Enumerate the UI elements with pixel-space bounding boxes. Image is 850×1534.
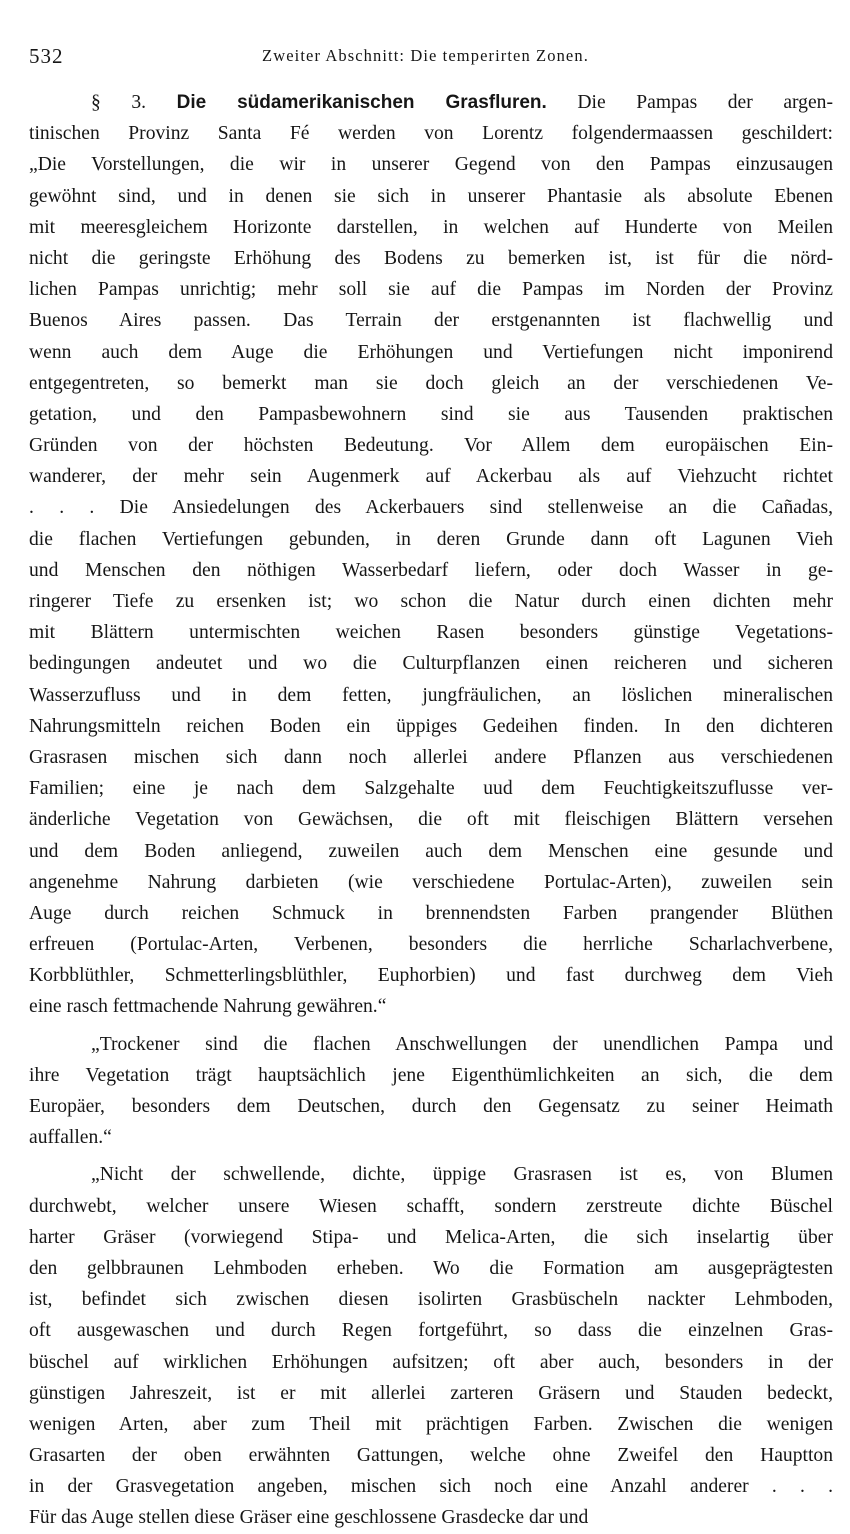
text-line: wenn auch dem Auge die Erhöhungen und Vertiefungen nicht imponirend bbox=[29, 341, 833, 363]
text-line: ist, befindet sich zwischen diesen isolirten Grasbüscheln nackter Lehmboden, bbox=[29, 1289, 833, 1311]
text-line: Buenos Aires passen. Das Terrain der erstgenannten ist flachwellig und bbox=[29, 310, 833, 332]
text-line: den gelbbraunen Lehmboden erheben. Wo die Formation am ausgeprägtesten bbox=[29, 1257, 833, 1279]
text-line: durchwebt, welcher unsere Wiesen schafft, sondern zerstreute dichte Büschel bbox=[29, 1195, 833, 1217]
text-line: Grasarten der oben erwähnten Gattungen, welche ohne Zweifel den Hauptton bbox=[29, 1445, 833, 1467]
text-line: bedingungen andeutet und wo die Culturpflanzen einen reicheren und sicheren bbox=[29, 653, 833, 675]
text-line: „Die Vorstellungen, die wir in unserer Gegend von den Pampas einzusaugen bbox=[29, 154, 833, 176]
text-line: harter Gräser (vorwiegend Stipa- und Melica-Arten, die sich inselartig über bbox=[29, 1226, 833, 1248]
text-line: und dem Boden anliegend, zuweilen auch dem Menschen eine gesunde und bbox=[29, 840, 833, 862]
text-line: büschel auf wirklichen Erhöhungen aufsitzen; oft aber auch, besonders in der bbox=[29, 1351, 833, 1373]
text-line: oft ausgewaschen und durch Regen fortgeführt, so dass die einzelnen Gras- bbox=[29, 1320, 833, 1342]
paragraph bbox=[29, 1159, 833, 1533]
text-line: angenehme Nahrung darbieten (wie verschiedene Portulac-Arten), zuweilen sein bbox=[29, 871, 833, 893]
text-line: Wasserzufluss und in dem fetten, jungfräulichen, an löslichen mineralischen bbox=[29, 684, 833, 706]
text-line: eine rasch fettmachende Nahrung gewähren.“ bbox=[29, 996, 387, 1018]
text-line: gewöhnt sind, und in denen sie sich in unserer Phantasie als absolute Ebenen bbox=[29, 185, 833, 207]
paragraphs bbox=[29, 118, 833, 1533]
text-line: Auge durch reichen Schmuck in brennendsten Farben prangender Blüthen bbox=[29, 902, 833, 924]
text-line: auffallen.“ bbox=[29, 1127, 112, 1149]
section-opening-line bbox=[29, 87, 833, 118]
text-line: wanderer, der mehr sein Augenmerk auf Ackerbau als auf Viehzucht richtet bbox=[29, 466, 833, 488]
section-number: § 3. bbox=[91, 92, 147, 113]
text-line: lichen Pampas unrichtig; mehr soll sie auf die Pampas im Norden der Provinz bbox=[29, 279, 833, 301]
text-line: Familien; eine je nach dem Salzgehalte uud dem Feuchtigkeitszuflusse ver- bbox=[29, 778, 833, 800]
text-line: änderliche Vegetation von Gewächsen, die oft mit fleischigen Blättern versehen bbox=[29, 809, 833, 831]
text-line: getation, und den Pampasbewohnern sind sie aus Tausenden praktischen bbox=[29, 403, 833, 425]
text-line: ringerer Tiefe zu ersenken ist; wo schon die Natur durch einen dichten mehr bbox=[29, 591, 833, 612]
text-line: Grasrasen mischen sich dann noch allerlei andere Pflanzen aus verschiedenen bbox=[29, 746, 833, 768]
section-intro: Die Pampas der argen- bbox=[577, 92, 833, 113]
text-line: nicht die geringste Erhöhung des Bodens zu bemerken ist, ist für die nörd- bbox=[29, 247, 833, 269]
text-line: Gründen von der höchsten Bedeutung. Vor Allem dem europäischen Ein- bbox=[29, 435, 833, 457]
text-line: Für das Auge stellen diese Gräser eine geschlossene Grasdecke dar und bbox=[29, 1507, 589, 1529]
text-line: in der Grasvegetation angeben, mischen sich noch eine Anzahl anderer . . . bbox=[29, 1476, 833, 1498]
text-line: entgegentreten, so bemerkt man sie doch gleich an der verschiedenen Ve- bbox=[29, 372, 833, 394]
running-head: Zweiter Abschnitt: Die temperirten Zonen. bbox=[262, 46, 589, 65]
text-line: und Menschen den nöthigen Wasserbedarf liefern, oder doch Wasser in ge- bbox=[29, 559, 833, 581]
page-header bbox=[29, 44, 822, 72]
text-line: tinischen Provinz Santa Fé werden von Lorentz folgendermaassen geschildert: bbox=[29, 123, 833, 145]
paragraph bbox=[29, 118, 833, 1022]
text-line: . . . Die Ansiedelungen des Ackerbauers sind stellenweise an die Cañadas, bbox=[29, 497, 833, 519]
text-line: ihre Vegetation trägt hauptsächlich jene Eigenthümlichkeiten an sich, die dem bbox=[29, 1064, 833, 1086]
section-heading: Die südamerikanischen Grasfluren. bbox=[176, 92, 547, 113]
text-line: mit Blättern untermischten weichen Rasen besonders günstige Vegetations- bbox=[29, 622, 833, 644]
text-line: Nahrungsmitteln reichen Boden ein üppiges Gedeihen finden. In den dichteren bbox=[29, 715, 833, 737]
text-line: die flachen Vertiefungen gebunden, in deren Grunde dann oft Lagunen Vieh bbox=[29, 528, 833, 550]
text-line: Europäer, besonders dem Deutschen, durch den Gegensatz zu seiner Heimath bbox=[29, 1096, 833, 1117]
text-line: wenigen Arten, aber zum Theil mit prächtigen Farben. Zwischen die wenigen bbox=[29, 1413, 833, 1435]
page-body bbox=[29, 87, 833, 1534]
text-line: mit meeresgleichem Horizonte darstellen, in welchen auf Hunderte von Meilen bbox=[29, 216, 833, 238]
text-line: erfreuen (Portulac-Arten, Verbenen, besonders die herrliche Scharlachverbene, bbox=[29, 934, 833, 956]
text-line: günstigen Jahreszeit, ist er mit allerlei zarteren Gräsern und Stauden bedeckt, bbox=[29, 1382, 833, 1404]
paragraph bbox=[29, 1029, 833, 1154]
page-number: 532 bbox=[29, 44, 64, 68]
text-line: Korbblüthler, Schmetterlingsblüthler, Euphorbien) und fast durchweg dem Vieh bbox=[29, 965, 833, 987]
text-line: „Nicht der schwellende, dichte, üppige Grasrasen ist es, von Blumen bbox=[91, 1164, 833, 1186]
text-line: „Trockener sind die flachen Anschwellungen der unendlichen Pampa und bbox=[91, 1033, 833, 1055]
